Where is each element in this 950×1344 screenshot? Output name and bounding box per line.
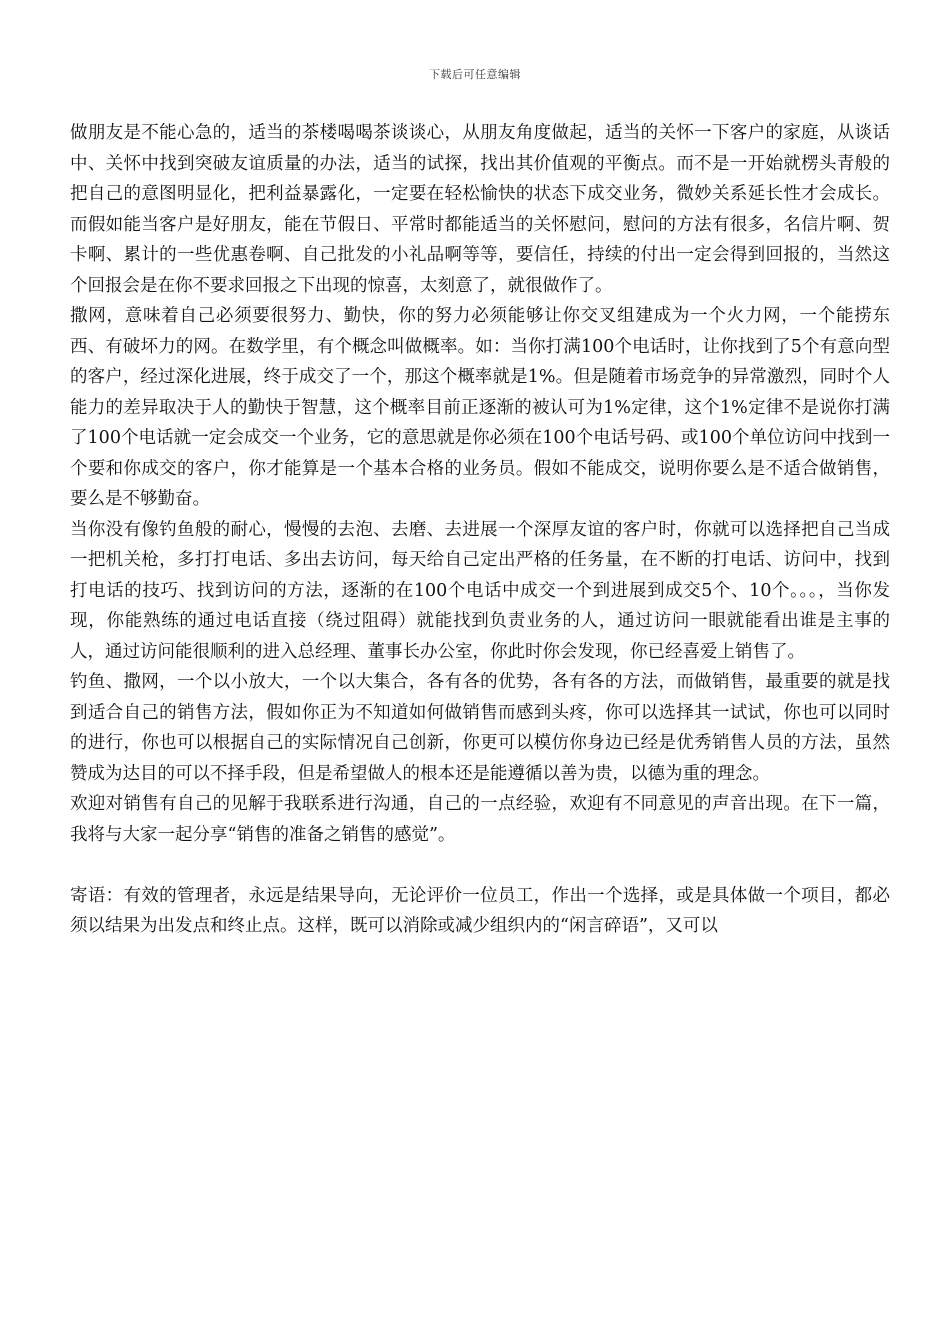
- paragraph-fishing-friendship: 做朋友是不能心急的，适当的茶楼喝喝茶谈谈心，从朋友角度做起，适当的关怀一下客户的家庭，从谈话中、关怀中找到突破友谊质量的办法，适当的试探，找出其价值观的平衡点。而不是一开始就楞头青般的把自己的意图明显化，把利益暴露化，一定要在轻松愉快的状态下成交业务，微妙关系延长性才会成长。而假如能当客户是好朋友，能在节假日、平常时都能适当的关怀慰问，慰问的方法有很多，名信片啊、贺卡啊、累计的一些优惠卷啊、自己批发的小礼品啊等等，要信任，持续的付出一定会得到回报的，当然这个回报会是在你不要求回报之下出现的惊喜，太刻意了，就很做作了。: [70, 123, 890, 296]
- paragraph-closing-note: 寄语：有效的管理者，永远是结果导向，无论评价一位员工，作出一个选择，或是具体做一个项目，都必须以结果为出发点和终止点。这样，既可以消除或减少组织内的“闲言碎语”，又可以: [70, 885, 890, 936]
- page-header: 下载后可任意编辑: [429, 68, 521, 81]
- document-body: [70, 118, 890, 942]
- paragraph-machine-gun: 当你没有像钓鱼般的耐心，慢慢的去泡、去磨、去进展一个深厚友谊的客户时，你就可以选择把自己当成一把机关枪，多打打电话、多出去访问，每天给自己定出严格的任务量，在不断的打电话、访问中，找到打电话的技巧、找到访问的方法，逐渐的在100个电话中成交一个到进展到成交5个、10个。。。，当你发现，你能熟练的通过电话直接（绕过阻碍）就能找到负责业务的人，通过访问一眼就能看出谁是主事的人，通过访问能很顺利的进入总经理、董事长办公室，你此时你会发现，你已经喜爱上销售了。: [70, 519, 890, 662]
- blank-line: [70, 850, 890, 881]
- paragraph-invitation: 欢迎对销售有自己的见解于我联系进行沟通，自己的一点经验，欢迎有不同意见的声音出现。在下一篇，我将与大家一起分享“销售的准备之销售的感觉”。: [70, 794, 890, 845]
- paragraph-comparison: 钓鱼、撒网，一个以小放大，一个以大集合，各有各的优势，各有各的方法，而做销售，最重要的就是找到适合自己的销售方法，假如你正为不知道如何做销售而感到头疼，你可以选择其一试试，你也可以同时的进行，你也可以根据自己的实际情况自己创新，你更可以模仿你身边已经是优秀销售人员的方法，虽然赞成为达目的可以不择手段，但是希望做人的根本还是能遵循以善为贵，以德为重的理念。: [70, 672, 890, 784]
- paragraph-casting-net: 撒网，意味着自己必须要很努力、勤快，你的努力必须能够让你交叉组建成为一个火力网，一个能捞东西、有破坏力的网。在数学里，有个概念叫做概率。如：当你打满100个电话时，让你找到了5个有意向型的客户，经过深化进展，终于成交了一个，那这个概率就是1%。但是随着市场竞争的异常激烈，同时个人能力的差异取决于人的勤快于智慧，这个概率目前正逐渐的被认可为1%定律，这个1%定律不是说你打满了100个电话就一定会成交一个业务，它的意思就是你必须在100个电话号码、或100个单位访问中找到一个要和你成交的客户，你才能算是一个基本合格的业务员。假如不能成交，说明你要么是不适合做销售，要么是不够勤奋。: [70, 306, 890, 509]
